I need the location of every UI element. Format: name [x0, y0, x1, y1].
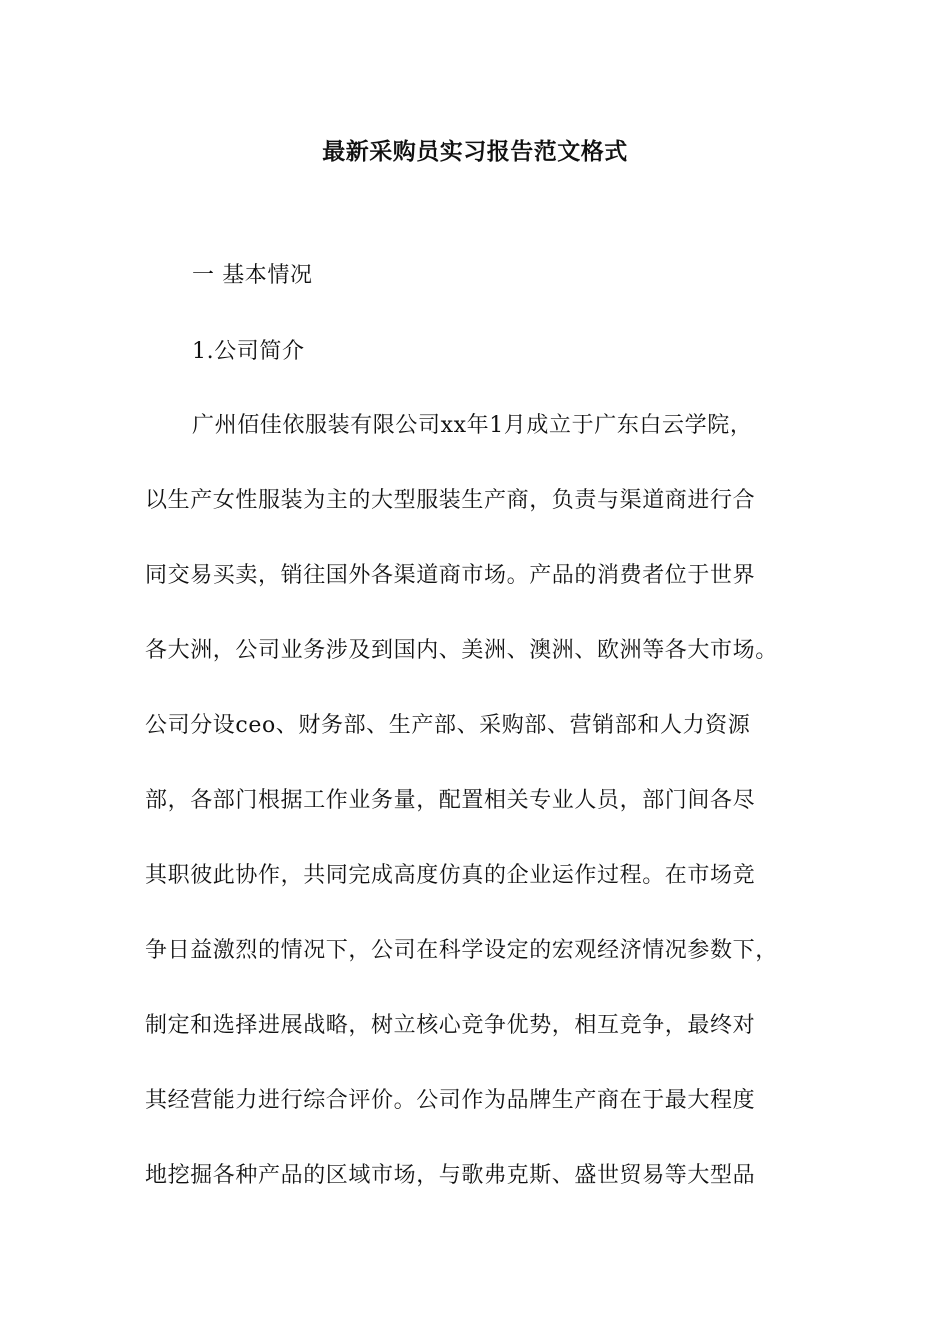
paragraph-line: 以生产女性服装为主的大型服装生产商，负责与渠道商进行合: [145, 488, 756, 513]
paragraph-line: 各大洲，公司业务涉及到国内、美洲、澳洲、欧洲等各大市场。: [145, 638, 778, 663]
paragraph-line: 其经营能力进行综合评价。公司作为品牌生产商在于最大程度: [145, 1088, 756, 1113]
paragraph-line: 同交易买卖，销往国外各渠道商市场。产品的消费者位于世界: [145, 563, 756, 588]
document-title: 最新采购员实习报告范文格式: [322, 138, 628, 165]
subsection-heading: 1.公司简介: [192, 339, 305, 364]
paragraph-line: 制定和选择进展战略，树立核心竞争优势，相互竞争，最终对: [145, 1013, 756, 1038]
paragraph-line: 部，各部门根据工作业务量，配置相关专业人员，部门间各尽: [145, 788, 756, 813]
paragraph-line: 公司分设ceo、财务部、生产部、采购部、营销部和人力资源: [145, 713, 751, 738]
paragraph-line: 广州佰佳依服装有限公司xx年1月成立于广东白云学院，: [192, 413, 753, 438]
paragraph-line: 争日益激烈的情况下，公司在科学设定的宏观经济情况参数下，: [145, 938, 778, 963]
paragraph-line: 其职彼此协作，共同完成高度仿真的企业运作过程。在市场竞: [145, 863, 756, 888]
paragraph-line: 地挖掘各种产品的区域市场，与歌弗克斯、盛世贸易等大型品: [145, 1163, 756, 1188]
section-heading: 一 基本情况: [192, 263, 313, 288]
